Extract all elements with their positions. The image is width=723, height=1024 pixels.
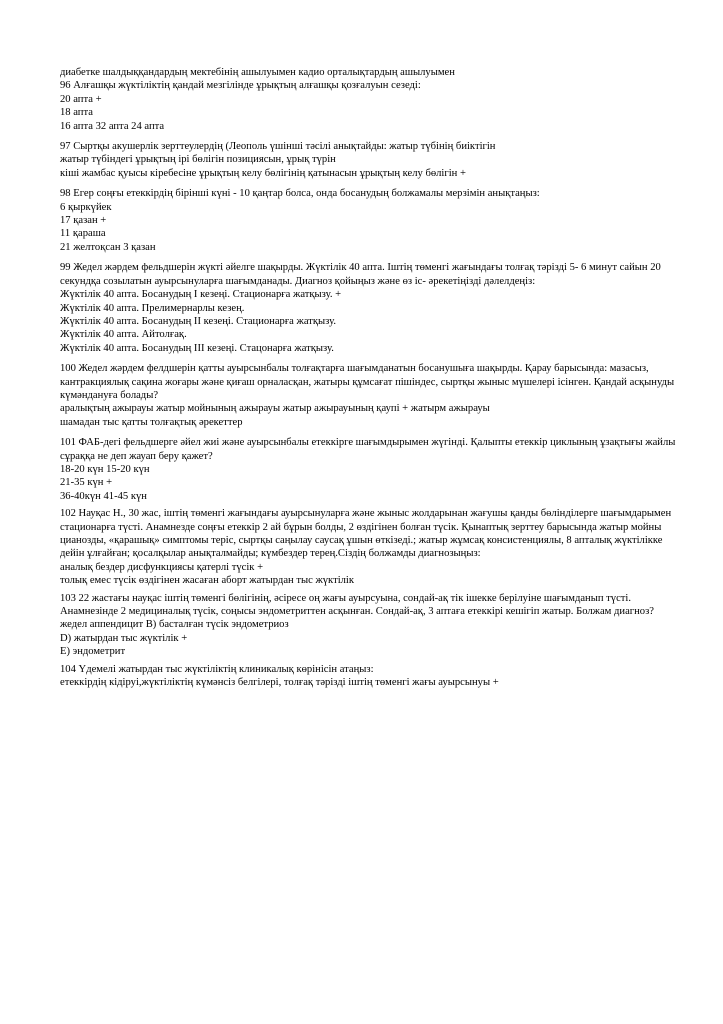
answer-option: толық емес түсік өздігінен жасаған аборт жатырдан тыс жүктілік bbox=[60, 575, 355, 587]
answer-option: 36-40күн 41-45 күн bbox=[60, 490, 147, 502]
question-102-text: 102 Науқас Н., 30 жас, іштің төменгі жағындағы ауырсынуларға және жыныс жолдарынан жағушы қанды бөлінділерге шағымдарымен стационарға түсті. Анамнезде соңғы етеккір 2 ай бұрын болды, 2 өздігінен болған түсік. Қынаптық зерттеу барысында жатыр мойны цианозды, «қарашық» симптомы теріс, сыртқы саңылау саусақ ұшын өткізеді.; жатыр жұмсақ консистенциялы, 8 апталық жүктілікке дейін ұлғайған; қосалқылар анықталмайды; күмбездер терең.Сіздің болжамды диагнозыңыз: bbox=[60, 508, 672, 560]
question-98 bbox=[60, 187, 680, 254]
answer-option: Жүктілік 40 апта. Босанудың III кезеңі. Стацонарға жатқызу. bbox=[60, 342, 334, 354]
text-line: диабетке шалдыққандардың мектебінің ашылуымен кадио орталықтардың ашылуымен bbox=[60, 67, 455, 78]
question-99-text: 99 Жедел жәрдем фельдшерін жүкті әйелге шақырды. Жүктілік 40 апта. Іштің төменгі жағындағы толғақ тәрізді 5- 6 минут сайын 20 секундқа созылатын ауырсынуларға шағымданады. Диагноз қойыңыз және өз іс- әрекетіңізді дәлелдеңіз: bbox=[60, 262, 661, 287]
answer-option: 20 апта + bbox=[60, 93, 102, 105]
question-96-text: 96 Алғашқы жүктіліктің қандай мезгілінде ұрықтың алғашқы қозғалуын сезеді: bbox=[60, 80, 421, 92]
answer-option: Жүктілік 40 апта. Айтолғақ. bbox=[60, 329, 187, 341]
answer-option: D) жатырдан тыс жүктілік + bbox=[60, 632, 188, 644]
answer-option: 16 апта 32 апта 24 апта bbox=[60, 120, 165, 132]
question-104-text: 104 Үдемелі жатырдан тыс жүктіліктің клиникалық көрінісін атаңыз: bbox=[60, 663, 374, 675]
answer-option: жатыр түбіндегі ұрықтың ірі бөлігін позициясын, ұрық түрін bbox=[60, 154, 336, 166]
question-100-text: 100 Жедел жәрдем фелдшерін қатты ауырсынбалы толғақтарға шағымданатын босанушыға шақырды. Қарау барысында: мазасыз, кантракциялық сақина жоғары және қиғаш орналасқан, жатыры құмсағат пішіндес, сыртқы жыныс мүшелері ісінген. Қандай асқынуды күмәндануға болады? bbox=[60, 363, 675, 401]
answer-option: 21-35 күн + bbox=[60, 477, 113, 489]
answer-option: шамадан тыс қатты толғақтық әрекеттер bbox=[60, 416, 243, 428]
question-104 bbox=[60, 663, 680, 690]
question-101-text: 101 ФАБ-дегі фельдшерге әйел жиі және ауырсынбалы етеккірге шағымдырымен жүгінді. Қалыпты етеккір циклының ұзақтығы жайлы сұраққа не деп жауап беру қажет? bbox=[60, 437, 676, 462]
question-100 bbox=[60, 362, 680, 429]
answer-option: 21 желтоқсан 3 қазан bbox=[60, 241, 156, 253]
answer-option: аралықтың ажырауы жатыр мойнының ажырауы жатыр ажырауының қаупі + жатырм ажырауы bbox=[60, 403, 490, 415]
answer-option: Жүктілік 40 апта. Босанудың I кезеңі. Стационарға жатқызу. + bbox=[60, 289, 342, 301]
question-103-text: 103 22 жастағы науқас іштің төменгі бөлігінің, әсіресе оң жағы ауырсуына, сондай-ақ тік ішекке берілуіне шағымданып түсті. Анамнезінде 2 медициналық түсік, соңысы эндометриттен асқынған. Сондай-ақ, 3 аптаға етеккірі кешігіп жатыр. Болжам диагноз? bbox=[60, 592, 654, 618]
answer-option: 18-20 күн 15-20 күн bbox=[60, 463, 150, 475]
answer-option: E) эндометрит bbox=[60, 646, 126, 658]
document-body bbox=[60, 66, 680, 689]
answer-option: 18 апта bbox=[60, 107, 93, 119]
answer-option: Жүктілік 40 апта. Прелимернарлы кезең. bbox=[60, 302, 245, 314]
question-101 bbox=[60, 436, 680, 503]
question-99 bbox=[60, 261, 680, 355]
question-102 bbox=[60, 507, 680, 587]
question-97 bbox=[60, 140, 680, 180]
answer-option: 6 қыркүйек bbox=[60, 201, 112, 213]
question-103 bbox=[60, 592, 680, 659]
answer-option: жедел аппендицит B) басталған түсік эндометриоз bbox=[60, 619, 289, 631]
answer-option: кіші жамбас қуысы кіребесіне ұрықтың келу бөлігінің қатынасын ұрықтың келу бөлігін + bbox=[60, 167, 466, 179]
answer-option: етеккірдің кідіруі,жүктіліктің күмәнсіз белгілері, толғақ тәрізді іштің төменгі жағы ауырсынуы + bbox=[60, 677, 499, 689]
answer-option: 17 қазан + bbox=[60, 215, 107, 227]
answer-option: Жүктілік 40 апта. Босанудың II кезеңі. Стационарға жатқызу. bbox=[60, 315, 337, 327]
question-97-text: 97 Сыртқы акушерлік зерттеулердің (Леополь үшінші тәсілі анықтайды: жатыр түбінің биіктігін bbox=[60, 141, 496, 153]
answer-option: аналық бездер дисфункциясы қатерлі түсік + bbox=[60, 561, 264, 573]
answer-option: 11 қараша bbox=[60, 228, 106, 240]
question-98-text: 98 Егер соңғы етеккірдің бірінші күні - 10 қаңтар болса, онда босанудың болжамалы мерзімін анықтаңыз: bbox=[60, 188, 540, 200]
question-95-tail bbox=[60, 66, 680, 133]
